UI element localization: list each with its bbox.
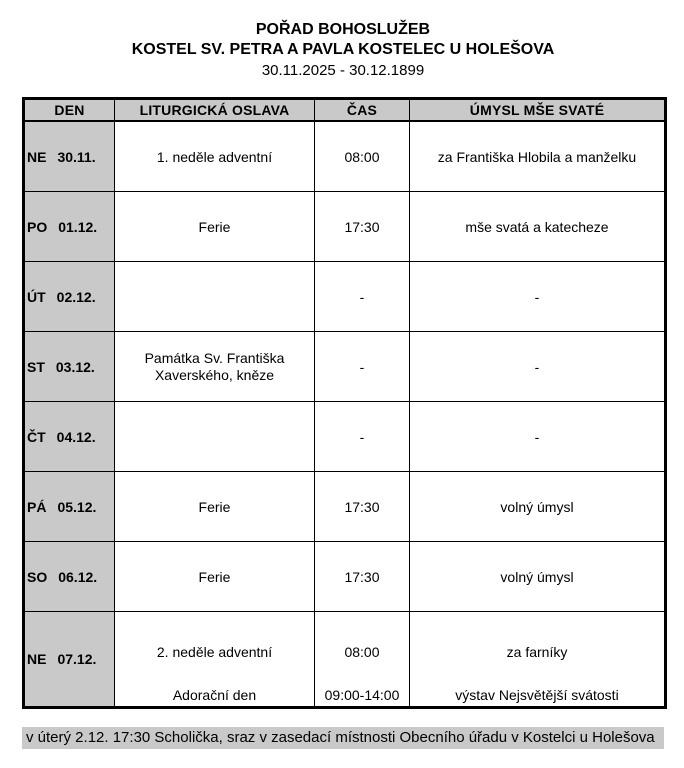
day-cell <box>24 612 115 708</box>
footer-note: v úterý 2.12. 17:30 Scholička, sraz v zasedací místnosti Obecního úřadu v Kostelci u Holešova <box>22 727 664 749</box>
day-abbr: PO <box>27 218 48 235</box>
intention-line-2: výstav Nejsvětější svátosti <box>455 687 619 703</box>
celebration-cell: Památka Sv. Františka Xaverského, kněze <box>115 332 315 402</box>
celebration-cell: Ferie <box>115 542 315 612</box>
time-line-1: 08:00 <box>344 643 380 660</box>
intention-cell <box>410 612 666 708</box>
column-header-day: DEN <box>24 99 115 122</box>
table-row <box>24 262 666 332</box>
table-row <box>24 192 666 262</box>
day-abbr: NE <box>27 148 47 165</box>
date-range: 30.11.2025 - 30.12.1899 <box>261 62 425 79</box>
intention-cell: za Františka Hlobila a manželku <box>410 121 666 192</box>
day-cell <box>24 542 115 612</box>
celebration-cell <box>115 262 315 332</box>
day-cell <box>24 472 115 542</box>
day-abbr: PÁ <box>27 498 47 515</box>
table-row <box>24 542 666 612</box>
day-cell <box>24 402 115 472</box>
time-cell <box>315 612 410 708</box>
day-cell <box>24 262 115 332</box>
day-date: 30.11. <box>57 148 96 165</box>
schedule-table <box>22 97 667 709</box>
time-cell: - <box>315 262 410 332</box>
celebration-cell <box>115 612 315 708</box>
table-row <box>24 402 666 472</box>
column-header-intention: ÚMYSL MŠE SVATÉ <box>410 99 666 122</box>
intention-cell: - <box>410 402 666 472</box>
time-cell: - <box>315 332 410 402</box>
page-subtitle: KOSTEL SV. PETRA A PAVLA KOSTELEC U HOLEŠOVA <box>131 41 555 58</box>
day-abbr: ST <box>27 358 45 375</box>
day-cell <box>24 121 115 192</box>
table-header-row <box>24 99 666 122</box>
time-cell: 17:30 <box>315 192 410 262</box>
intention-cell: - <box>410 332 666 402</box>
intention-line-1: za farníky <box>506 643 568 660</box>
day-abbr: SO <box>27 568 48 585</box>
day-date: 02.12. <box>56 288 96 305</box>
time-line-2: 09:00-14:00 <box>324 687 400 703</box>
time-cell: 17:30 <box>315 472 410 542</box>
day-cell <box>24 332 115 402</box>
celebration-cell: 1. neděle adventní <box>115 121 315 192</box>
intention-cell: volný úmysl <box>410 472 666 542</box>
column-header-celebration: LITURGICKÁ OSLAVA <box>115 99 315 122</box>
celebration-cell: Ferie <box>115 192 315 262</box>
celebration-cell <box>115 402 315 472</box>
table-row <box>24 121 666 192</box>
column-header-time: ČAS <box>315 99 410 122</box>
document-header <box>22 20 664 80</box>
time-cell: - <box>315 402 410 472</box>
table-row <box>24 472 666 542</box>
day-date: 04.12. <box>56 428 96 445</box>
time-cell: 08:00 <box>315 121 410 192</box>
day-abbr: NE <box>27 651 47 667</box>
time-cell: 17:30 <box>315 542 410 612</box>
celebration-cell: Ferie <box>115 472 315 542</box>
intention-cell: - <box>410 262 666 332</box>
celebration-line-1: 2. neděle adventní <box>156 643 273 660</box>
day-date: 05.12. <box>57 498 97 515</box>
page-title: POŘAD BOHOSLUŽEB <box>255 21 431 38</box>
table-row <box>24 332 666 402</box>
day-abbr: ÚT <box>27 288 46 305</box>
celebration-line-2: Adorační den <box>172 687 257 703</box>
day-date: 06.12. <box>58 568 98 585</box>
table-row <box>24 612 666 708</box>
day-date: 07.12. <box>57 651 97 667</box>
intention-cell: mše svatá a katecheze <box>410 192 666 262</box>
day-date: 03.12. <box>55 358 95 375</box>
day-cell <box>24 192 115 262</box>
day-date: 01.12. <box>58 218 98 235</box>
intention-cell: volný úmysl <box>410 542 666 612</box>
day-abbr: ČT <box>27 428 46 445</box>
